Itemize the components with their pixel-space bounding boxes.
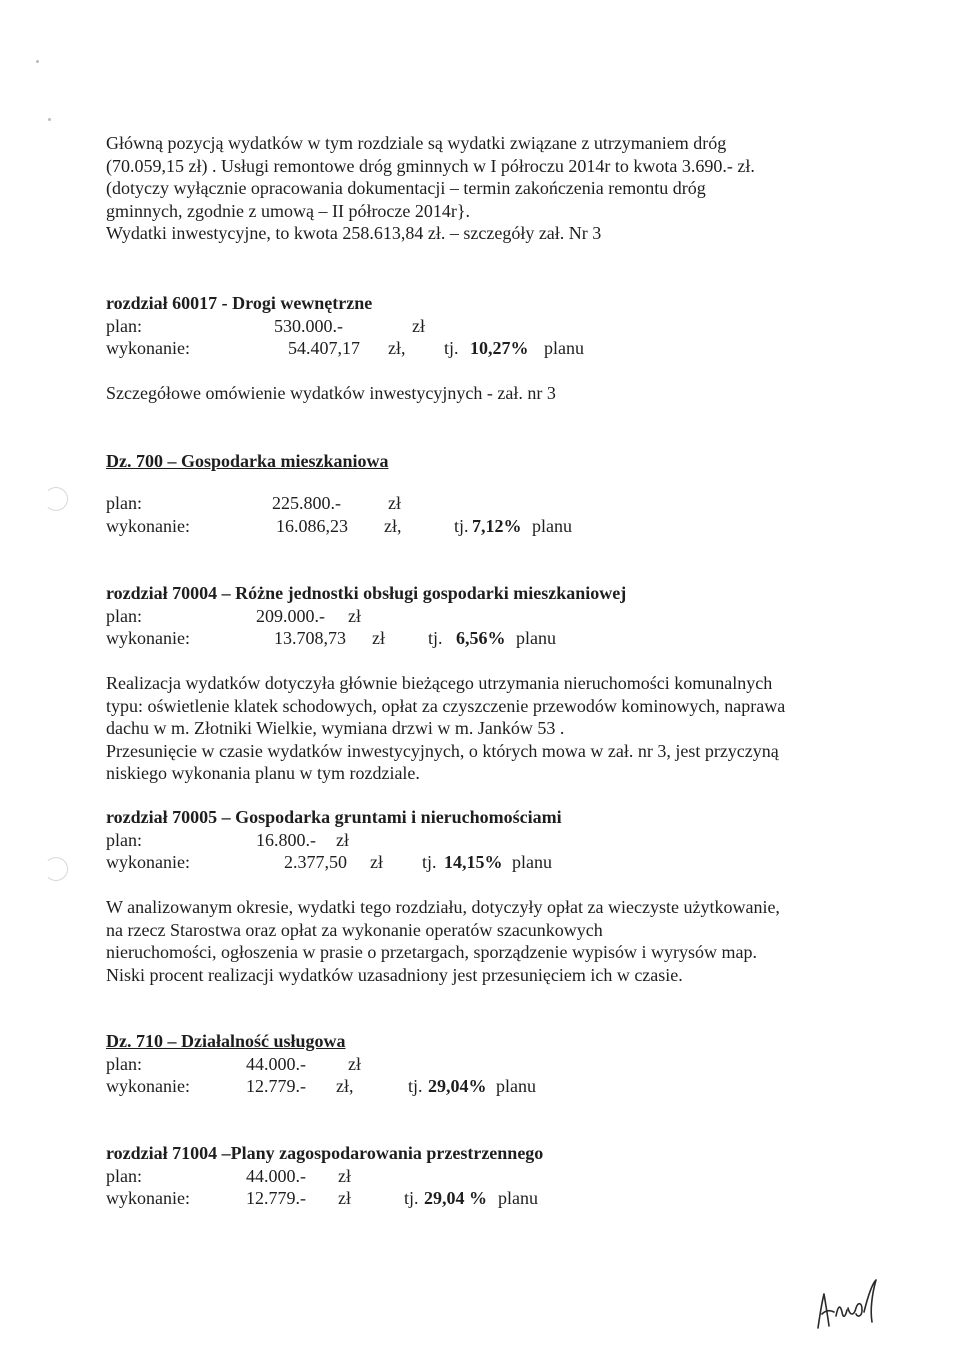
- plan-row: [106, 315, 906, 338]
- plan-row: [106, 492, 906, 515]
- execution-value: 13.708,73: [274, 628, 346, 648]
- note-text: Szczegółowe omówienie wydatków inwestycyjnych - zał. nr 3: [106, 383, 556, 403]
- plan-label: plan:: [106, 605, 142, 626]
- plan-row: [106, 1165, 906, 1188]
- execution-row: [106, 515, 906, 538]
- text-line: gminnych, zgodnie z umową – II półrocze 2014r}.: [106, 200, 471, 221]
- text-line: Wydatki inwestycyjne, to kwota 258.613,84 zł. – szczegóły zał. Nr 3: [106, 223, 602, 243]
- plan-unit: zł: [348, 1053, 361, 1074]
- section-70005: [106, 806, 906, 874]
- tj-label: tj.: [444, 338, 459, 358]
- plan-label: plan:: [106, 493, 142, 513]
- section-title: rozdział 71004 –Plany zagospodarowania przestrzennego: [106, 1143, 544, 1163]
- text-line: W analizowanym okresie, wydatki tego rozdziału, dotyczyły opłat za wieczyste użytkowanie,: [106, 897, 780, 917]
- plan-label: plan:: [106, 1165, 142, 1186]
- tj-label: tj.: [454, 515, 469, 536]
- percent-value: 14,15%: [444, 852, 503, 872]
- execution-value: 2.377,50: [284, 852, 347, 872]
- section-60017: [106, 292, 906, 360]
- percent-value: 6,56%: [456, 628, 506, 648]
- percent-value: 7,12%: [472, 515, 522, 536]
- division-700: [106, 450, 906, 473]
- text-line: (dotyczy wyłącznie opracowania dokumentacji – termin zakończenia remontu dróg: [106, 178, 706, 198]
- execution-row: [106, 1075, 906, 1098]
- plan-value: 209.000.-: [256, 605, 325, 626]
- plan-value: 530.000.-: [274, 315, 343, 336]
- text-line: Główną pozycją wydatków w tym rozdziale są wydatki związane z utrzymaniem dróg: [106, 133, 727, 153]
- plan-label: plan:: [106, 315, 142, 336]
- plan-value: 44.000.-: [246, 1053, 306, 1074]
- execution-label: wykonanie:: [106, 1076, 190, 1096]
- intro-paragraph: [106, 132, 906, 245]
- section-70004: [106, 582, 906, 650]
- plan-value: 44.000.-: [246, 1165, 306, 1186]
- plan-value: 16.800.-: [256, 829, 316, 850]
- plan-row: [106, 605, 906, 628]
- execution-unit: zł: [338, 1188, 351, 1208]
- execution-unit: zł: [370, 852, 383, 872]
- section-71004: [106, 1142, 906, 1210]
- section-title: rozdział 70004 – Różne jednostki obsługi gospodarki mieszkaniowej: [106, 583, 627, 603]
- plan-unit: zł: [338, 1165, 351, 1186]
- division-title: Dz. 700 – Gospodarka mieszkaniowa: [106, 451, 389, 471]
- text-line: (70.059,15 zł) . Usługi remontowe dróg gminnych w I półroczu 2014r to kwota 3.690.- zł.: [106, 155, 755, 176]
- execution-unit: zł,: [336, 1076, 354, 1096]
- percent-suffix: planu: [498, 1188, 538, 1208]
- execution-unit: zł,: [388, 338, 406, 358]
- plan-label: plan:: [106, 829, 142, 850]
- tj-label: tj.: [404, 1188, 419, 1208]
- text-line: dachu w m. Złotniki Wielkie, wymiana drzwi w m. Janków 53 .: [106, 718, 565, 738]
- execution-row: [106, 851, 906, 874]
- percent-suffix: planu: [544, 338, 584, 358]
- division-title: Dz. 710 – Działalność usługowa: [106, 1031, 346, 1051]
- section-title: rozdział 60017 - Drogi wewnętrzne: [106, 293, 373, 313]
- division-710: [106, 1030, 906, 1098]
- percent-suffix: planu: [532, 515, 572, 536]
- plan-unit: zł: [348, 605, 361, 626]
- percent-suffix: planu: [512, 852, 552, 872]
- tj-label: tj.: [428, 628, 443, 648]
- execution-row: [106, 1187, 906, 1210]
- execution-unit: zł: [372, 628, 385, 648]
- execution-label: wykonanie:: [106, 852, 190, 872]
- text-line: typu: oświetlenie klatek schodowych, opłat za czyszczenie przewodów kominowych, naprawa: [106, 695, 786, 716]
- text-line: Realizacja wydatków dotyczyła głównie bieżącego utrzymania nieruchomości komunalnych: [106, 673, 773, 693]
- text-line: Przesunięcie w czasie wydatków inwestycyjnych, o których mowa w zał. nr 3, jest przyczyną: [106, 740, 779, 761]
- punch-hole-mark: [44, 857, 68, 881]
- execution-row: [106, 337, 906, 360]
- section-title: rozdział 70005 – Gospodarka gruntami i nieruchomościami: [106, 807, 562, 827]
- percent-suffix: planu: [496, 1076, 536, 1096]
- section-70004-description: [106, 672, 906, 785]
- percent-value: 29,04%: [428, 1076, 487, 1096]
- text-line: Niski procent realizacji wydatków uzasadniony jest przesunięciem ich w czasie.: [106, 964, 683, 985]
- text-line: na rzecz Starostwa oraz opłat za wykonanie operatów szacunkowych: [106, 919, 603, 940]
- plan-label: plan:: [106, 1053, 142, 1074]
- execution-unit: zł,: [384, 515, 402, 536]
- plan-unit: zł: [388, 493, 401, 513]
- execution-value: 16.086,23: [276, 515, 348, 536]
- execution-label: wykonanie:: [106, 628, 190, 648]
- scan-speck: [36, 60, 39, 63]
- plan-row: [106, 829, 906, 852]
- execution-label: wykonanie:: [106, 338, 190, 358]
- plan-row: [106, 1053, 906, 1076]
- division-700-figures: [106, 492, 906, 537]
- handwritten-signature: [810, 1276, 890, 1340]
- text-line: niskiego wykonania planu w tym rozdziale.: [106, 763, 420, 783]
- section-70005-description: [106, 896, 906, 986]
- percent-suffix: planu: [516, 628, 556, 648]
- punch-hole-mark: [44, 487, 68, 511]
- plan-unit: zł: [336, 829, 349, 850]
- percent-value: 29,04 %: [424, 1188, 487, 1208]
- tj-label: tj.: [422, 852, 437, 872]
- plan-value: 225.800.-: [272, 493, 341, 513]
- execution-value: 12.779.-: [246, 1076, 306, 1096]
- tj-label: tj.: [408, 1076, 423, 1096]
- execution-label: wykonanie:: [106, 1188, 190, 1208]
- execution-label: wykonanie:: [106, 515, 190, 536]
- execution-value: 54.407,17: [288, 338, 360, 358]
- percent-value: 10,27%: [470, 338, 529, 358]
- execution-row: [106, 627, 906, 650]
- text-line: nieruchomości, ogłoszenia w prasie o przetargach, sporządzenie wypisów i wyrysów map.: [106, 942, 757, 962]
- scan-speck: [48, 118, 51, 121]
- section-60017-note: [106, 382, 906, 405]
- execution-value: 12.779.-: [246, 1188, 306, 1208]
- plan-unit: zł: [412, 315, 425, 336]
